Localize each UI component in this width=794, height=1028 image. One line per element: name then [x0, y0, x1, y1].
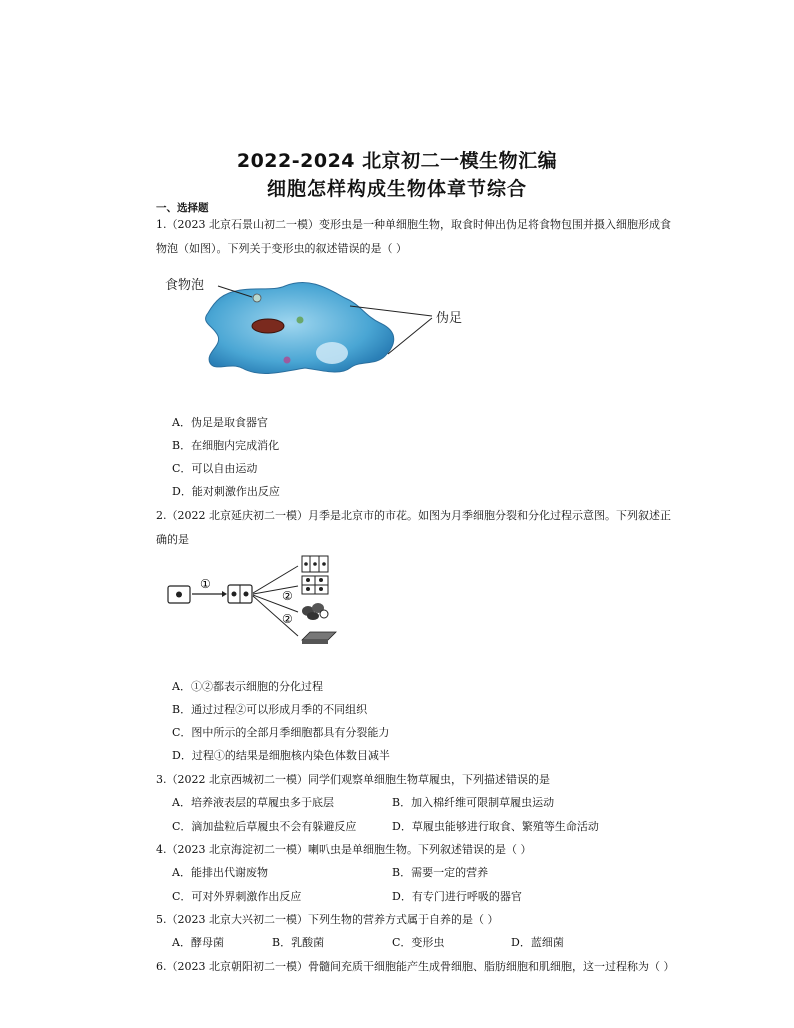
q4-option-d[interactable]: D．有专门进行呼吸的器官 [392, 890, 522, 903]
q3-option-c[interactable]: C．滴加盐粒后草履虫不会有躲避反应 [172, 820, 357, 833]
q6-stem: 6.（2023 北京朝阳初二一模）骨髓间充质干细胞能产生成骨细胞、脂肪细胞和肌细胞，这一过程称为（ ） [156, 960, 675, 973]
food-vacuole-3 [284, 357, 291, 364]
pseudopod-leader-2 [388, 318, 432, 354]
q2-option-b[interactable]: B．通过过程②可以形成月季的不同组织 [172, 703, 368, 716]
q1-option-a[interactable]: A．伪足是取食器官 [172, 416, 268, 429]
q3-option-d[interactable]: D．草履虫能够进行取食、繁殖等生命活动 [392, 820, 599, 833]
cell-division-figure [160, 552, 360, 658]
amoeba-figure [160, 268, 490, 388]
q3-option-b[interactable]: B．加入棉纤维可限制草履虫运动 [392, 796, 555, 809]
nucleus [252, 319, 284, 333]
q1-option-d[interactable]: D．能对刺激作出反应 [172, 485, 280, 498]
q3-option-a[interactable]: A．培养液表层的草履虫多于底层 [172, 796, 334, 809]
q2-stem-line2: 确的是 [156, 533, 189, 546]
tissue-mechanical [302, 632, 336, 644]
contractile-vacuole [316, 342, 348, 364]
process-1-marker: ① [200, 577, 211, 591]
q4-option-c[interactable]: C．可对外界刺激作出反应 [172, 890, 302, 903]
q2-option-a[interactable]: A．①②都表示细胞的分化过程 [172, 680, 323, 693]
q4-option-b[interactable]: B．需要一定的营养 [392, 866, 489, 879]
q2-stem-line1: 2.（2022 北京延庆初二一模）月季是北京市的市花。如图为月季细胞分裂和分化过程示意图。下列叙述正 [156, 509, 671, 522]
amoeba-body [206, 283, 394, 374]
q1-stem-line1: 1.（2023 北京石景山初二一模）变形虫是一种单细胞生物，取食时伸出伪足将食物包围并摄入细胞形成食 [156, 218, 671, 231]
tissue-epidermis [302, 556, 328, 572]
q1-option-b[interactable]: B．在细胞内完成消化 [172, 439, 280, 452]
q1-option-c[interactable]: C．可以自由运动 [172, 462, 258, 475]
process-2-marker-a: ② [282, 589, 293, 603]
q5-option-d[interactable]: D．蓝细菌 [511, 936, 564, 949]
q5-option-c[interactable]: C．变形虫 [392, 936, 445, 949]
process-2-marker-b: ② [282, 612, 293, 626]
doc-subtitle: 细胞怎样构成生物体章节综合 [266, 178, 527, 200]
q5-stem: 5.（2023 北京大兴初二一模）下列生物的营养方式属于自养的是（ ） [156, 913, 499, 926]
doc-title: 2022-2024 北京初二一模生物汇编 [236, 150, 558, 172]
food-vacuole-2 [297, 317, 304, 324]
q4-option-a[interactable]: A．能排出代谢废物 [172, 866, 268, 879]
tissue-conducting [302, 603, 328, 620]
q4-stem: 4.（2023 北京海淀初二一模）喇叭虫是单细胞生物。下列叙述错误的是（ ） [156, 843, 532, 856]
q5-option-a[interactable]: A．酵母菌 [172, 936, 224, 949]
q2-option-c[interactable]: C．图中所示的全部月季细胞都具有分裂能力 [172, 726, 390, 739]
q3-stem: 3.（2022 北京西城初二一模）同学们观察单细胞生物草履虫，下列描述错误的是 [156, 773, 550, 786]
pseudopod-label: 伪足 [436, 311, 463, 326]
q2-option-d[interactable]: D．过程①的结果是细胞核内染色体数目减半 [172, 749, 390, 762]
q1-stem-line2: 物泡（如图）。下列关于变形虫的叙述错误的是（ ） [156, 242, 407, 255]
food-vacuole-label: 食物泡 [165, 278, 205, 293]
section-heading: 一、选择题 [156, 202, 209, 214]
tissue-parenchyma [302, 576, 328, 594]
food-vacuole [253, 294, 261, 302]
q5-option-b[interactable]: B．乳酸菌 [272, 936, 325, 949]
